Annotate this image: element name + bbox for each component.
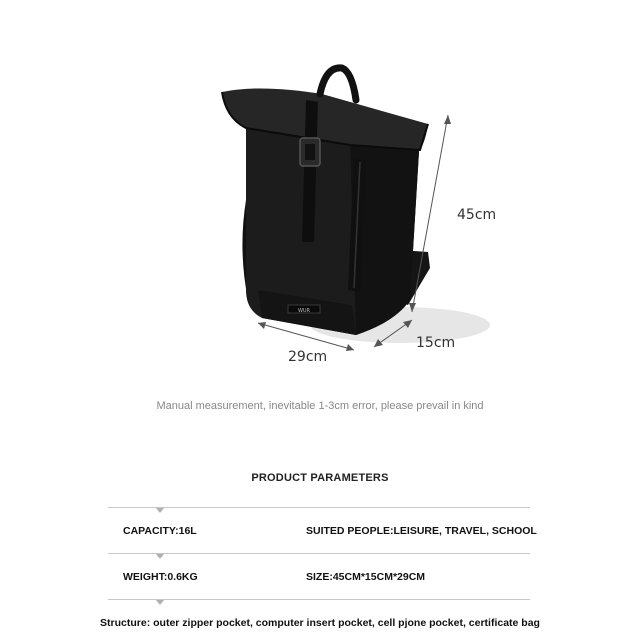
size-param: SIZE:45CM*15CM*29CM [306,571,426,583]
label-tag-text: WUR [297,308,311,314]
structure-description: Structure: outer zipper pocket, computer insert pocket, cell pjone pocket, certificate bag [100,617,540,629]
divider-tick [156,600,164,605]
height-dimension-label: 45cm [457,207,497,223]
weight-param: WEIGHT:0.6KG [123,571,198,583]
divider-line [108,507,530,508]
depth-dimension-label: 15cm [416,335,456,351]
suited-people-param: SUITED PEOPLE:LEISURE, TRAVEL, SCHOOL [306,525,537,537]
divider-line [108,553,530,554]
parameters-title: PRODUCT PARAMETERS [251,472,389,484]
divider-tick [156,554,164,559]
divider-line [108,599,530,600]
measurement-note: Manual measurement, inevitable 1-3cm error, please prevail in kind [156,400,484,412]
divider-tick [156,508,164,513]
width-dimension-label: 29cm [288,349,328,365]
capacity-param: CAPACITY:16L [123,525,197,537]
